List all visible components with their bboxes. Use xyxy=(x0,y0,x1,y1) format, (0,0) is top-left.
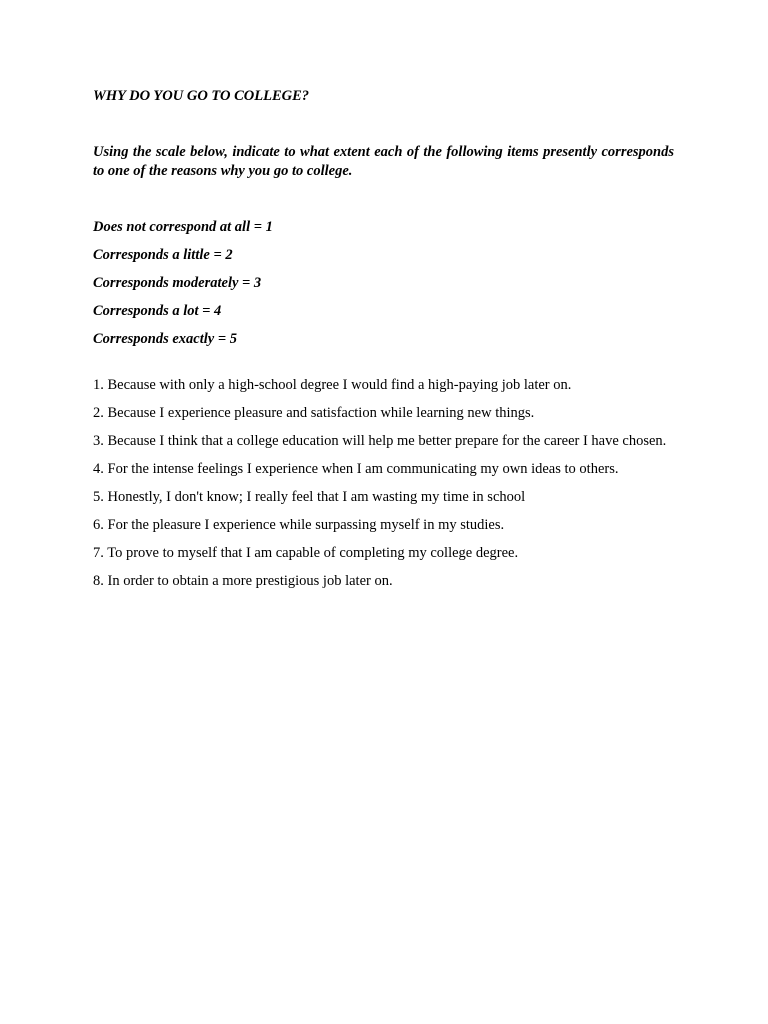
question-item: 1. Because with only a high-school degree I would find a high-paying job later on. xyxy=(93,377,572,393)
document-page xyxy=(93,87,674,600)
scale-item: Corresponds exactly = 5 xyxy=(93,331,237,347)
question-item: 6. For the pleasure I experience while surpassing myself in my studies. xyxy=(93,517,505,533)
question-item: 7. To prove to myself that I am capable of completing my college degree. xyxy=(93,545,519,561)
question-item: 8. In order to obtain a more prestigious job later on. xyxy=(93,573,393,589)
scale-item: Corresponds moderately = 3 xyxy=(93,275,262,291)
scale-item: Does not correspond at all = 1 xyxy=(93,219,273,235)
question-items-list xyxy=(93,376,674,590)
question-item: 5. Honestly, I don't know; I really feel that I am wasting my time in school xyxy=(93,489,526,505)
question-item: 2. Because I experience pleasure and satisfaction while learning new things. xyxy=(93,405,535,421)
rating-scale-list xyxy=(93,218,674,349)
scale-item: Corresponds a lot = 4 xyxy=(93,303,222,319)
question-item: 3. Because I think that a college education will help me better prepare for the career I have chosen. xyxy=(93,433,667,449)
question-item: 4. For the intense feelings I experience when I am communicating my own ideas to others. xyxy=(93,461,619,477)
document-title: WHY DO YOU GO TO COLLEGE? xyxy=(93,88,310,104)
scale-item: Corresponds a little = 2 xyxy=(93,247,233,263)
instructions-paragraph: Using the scale below, indicate to what extent each of the following items presently corresponds to one of the reasons why you go to college. xyxy=(93,144,674,179)
